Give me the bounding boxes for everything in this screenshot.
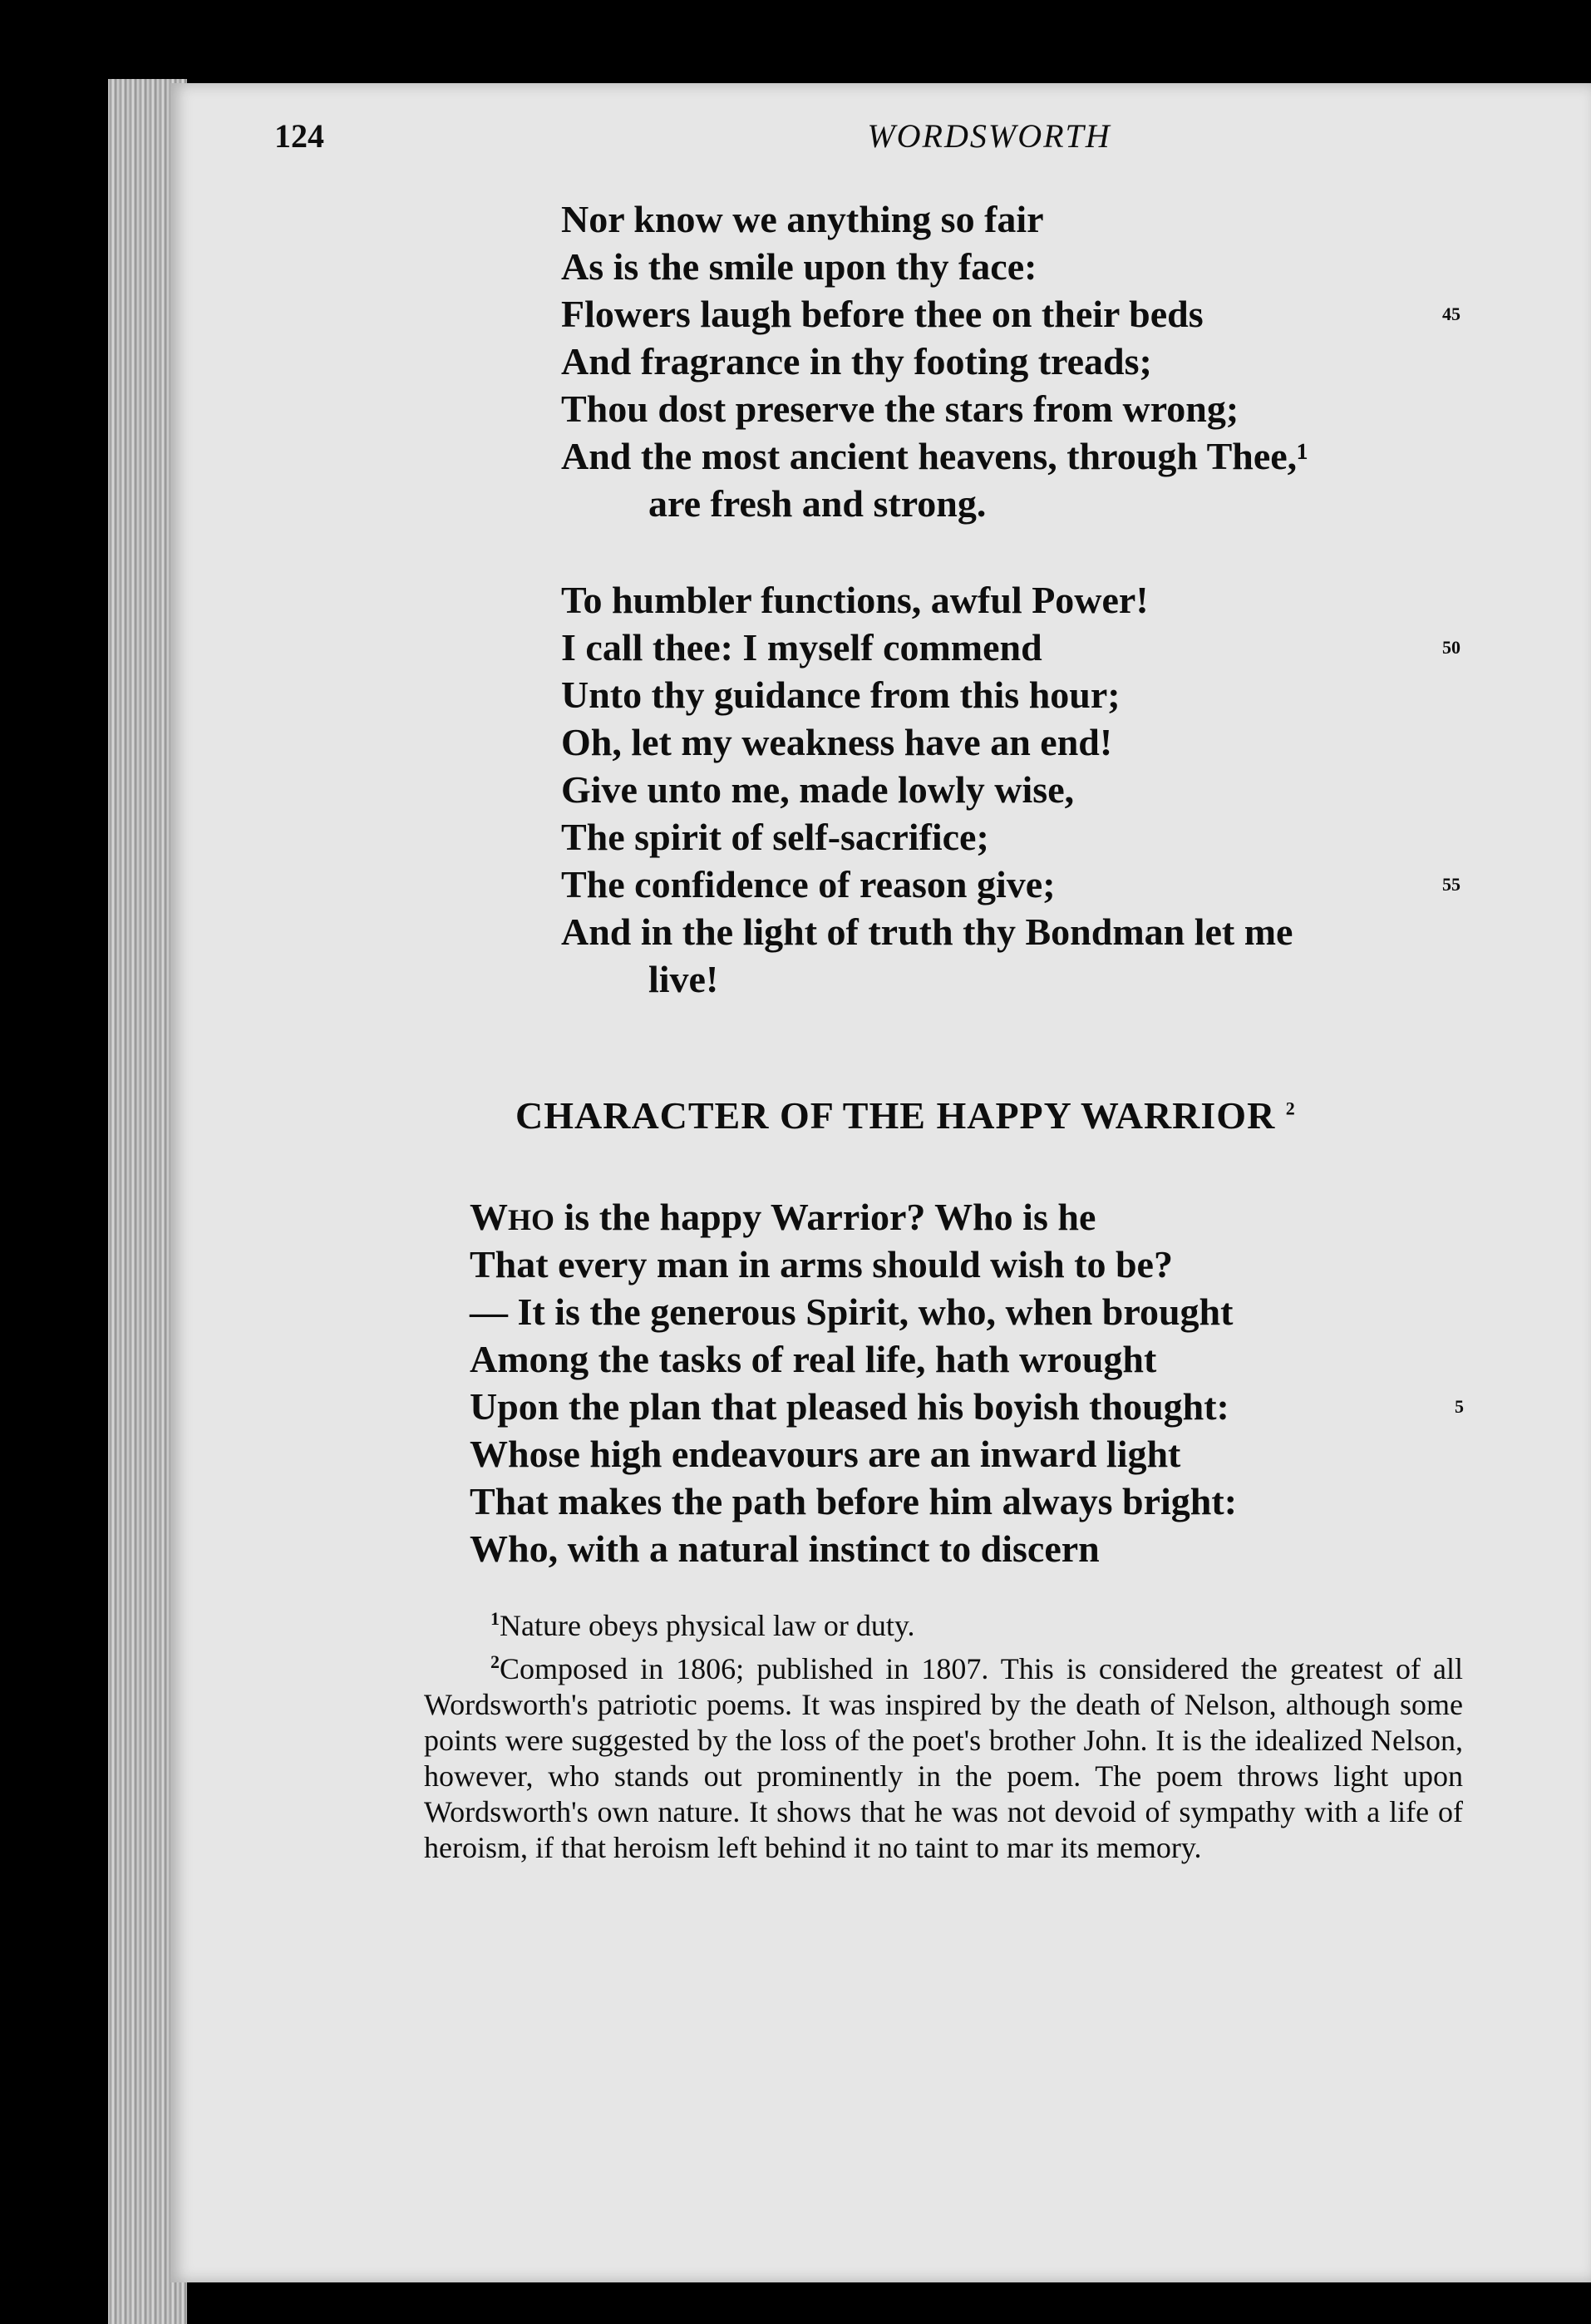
stanza-1: [561, 195, 1475, 527]
poem-line: Who, with a natural instinct to discern: [470, 1527, 1100, 1570]
poem-line: Upon the plan that pleased his boyish thought: 5: [470, 1383, 1467, 1430]
poem-line: And fragrance in thy footing treads;: [561, 340, 1152, 382]
poem-line: To humbler functions, awful Power!: [561, 579, 1149, 621]
poem-line: Thou dost preserve the stars from wrong;: [561, 387, 1239, 430]
poem-line: live!: [648, 958, 719, 1000]
line-number: 5: [1455, 1396, 1464, 1417]
poem-body: [470, 1193, 1467, 1572]
poem-line: Flowers laugh before thee on their beds 45: [561, 290, 1475, 338]
line-number: 50: [1442, 637, 1460, 658]
poem-line: The confidence of reason give; 55: [561, 861, 1475, 908]
poem-line: Oh, let my weakness have an end!: [561, 721, 1113, 763]
poem-line: And in the light of truth thy Bondman let me: [561, 910, 1293, 953]
poem-line: — It is the generous Spirit, who, when brought: [470, 1290, 1234, 1333]
line-number: 45: [1442, 303, 1460, 324]
poem-title: CHARACTER OF THE HAPPY WARRIOR $^2$: [515, 1094, 1296, 1137]
drop-word: WHO: [470, 1196, 555, 1238]
poem-line: Among the tasks of real life, hath wrought: [470, 1338, 1157, 1380]
stanza-2: [561, 576, 1475, 1003]
poem-line: As is the smile upon thy face:: [561, 245, 1037, 288]
poem-line: And the most ancient heavens, through Thee,¹: [561, 435, 1308, 477]
poem-line: That every man in arms should wish to be?: [470, 1243, 1173, 1285]
footnote-1: $^1$Nature obeys physical law or duty.: [490, 1608, 915, 1642]
poem-line: WHO is the happy Warrior? Who is he: [470, 1196, 1096, 1238]
footnote-2: $^2$Composed in 1806; published in 1807. This is considered the greatest of all Wordsworth's patriotic poems. It was inspired by the death of Nelson, although some points were suggested by the loss of the poet's brother John. It is the idealized Nelson, however, who stands out prominently in the poem. The poem throws light upon Wordsworth's own nature. It shows that he was not devoid of sympathy with a life of heroism, if that heroism left behind it no taint to mar its memory.: [424, 1651, 1463, 1864]
poem-line: Nor know we anything so fair: [561, 198, 1044, 240]
running-head: WORDSWORTH: [867, 117, 1111, 155]
poem-line: Give unto me, made lowly wise,: [561, 768, 1075, 811]
poem-line: Whose high endeavours are an inward light: [470, 1433, 1181, 1475]
poem-line: Unto thy guidance from this hour;: [561, 674, 1121, 716]
poem-line: The spirit of self-sacrifice;: [561, 816, 989, 858]
poem-line: are fresh and strong.: [648, 482, 987, 525]
footnote-mark: 2: [1285, 1098, 1296, 1119]
footnotes: [424, 1601, 1463, 1866]
line-number: 55: [1442, 874, 1460, 895]
poem-line: I call thee: I myself commend 50: [561, 624, 1475, 671]
poem-line: That makes the path before him always bright:: [470, 1480, 1238, 1522]
page-number: 124: [274, 117, 324, 155]
